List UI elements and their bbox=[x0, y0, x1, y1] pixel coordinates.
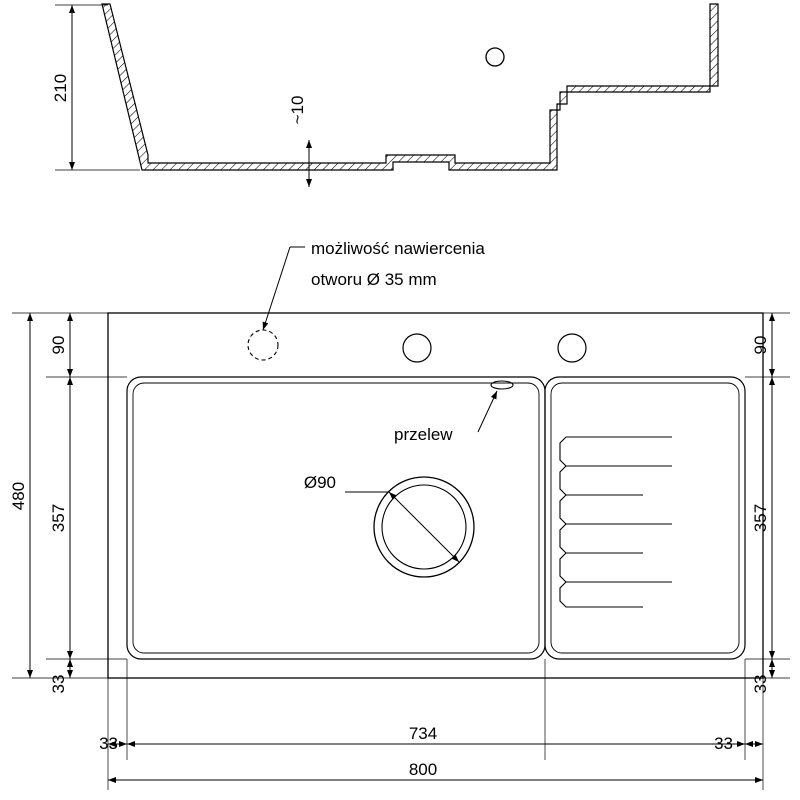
drainer-outline-inner bbox=[551, 383, 739, 653]
dim-label-left-357: 357 bbox=[49, 503, 68, 533]
drain-diameter-dim-line bbox=[389, 492, 459, 562]
dim-label-bottom-left-33: 33 bbox=[99, 734, 118, 753]
sink-outline bbox=[108, 313, 763, 678]
bowl-drainer-outline-inner bbox=[133, 383, 539, 653]
dim-label-right-90: 90 bbox=[751, 335, 770, 355]
drainer-grooves bbox=[560, 437, 672, 607]
dim-label-right-357: 357 bbox=[751, 503, 770, 533]
dim-label-800: 800 bbox=[408, 760, 438, 779]
dim-label-left-90: 90 bbox=[49, 335, 68, 355]
bowl-drainer-outline bbox=[127, 377, 545, 659]
dim-label-480: 480 bbox=[9, 481, 28, 511]
dim-label-right-33: 33 bbox=[751, 674, 770, 694]
dim-label-10: ~10 bbox=[288, 95, 307, 125]
dim-label-734: 734 bbox=[408, 724, 438, 743]
sink-section-profile bbox=[102, 4, 718, 170]
section-view-group bbox=[51, 4, 718, 187]
right-extension-lines bbox=[745, 313, 790, 678]
tap-hole-note-line2: otworu Ø 35 mm bbox=[311, 270, 437, 289]
overflow-opening bbox=[491, 381, 513, 389]
drain-diameter-label: Ø90 bbox=[303, 473, 336, 492]
tap-hole-right bbox=[558, 334, 586, 362]
tap-hole-center bbox=[403, 334, 431, 362]
dim-label-bottom-right-33: 33 bbox=[714, 734, 733, 753]
plan-view-group bbox=[9, 313, 790, 790]
overflow-leader bbox=[478, 391, 497, 432]
drainer-outline bbox=[545, 377, 745, 659]
tap-hole-optional bbox=[248, 330, 278, 360]
dim-label-210: 210 bbox=[51, 73, 70, 103]
dim-label-left-33: 33 bbox=[49, 674, 68, 694]
section-tap-hole bbox=[486, 48, 504, 66]
tap-hole-note-group bbox=[263, 239, 485, 330]
tap-hole-note-leader-arrow bbox=[263, 247, 290, 330]
overflow-label: przelew bbox=[394, 425, 453, 444]
tap-hole-note-line1: możliwość nawiercenia bbox=[311, 239, 485, 258]
